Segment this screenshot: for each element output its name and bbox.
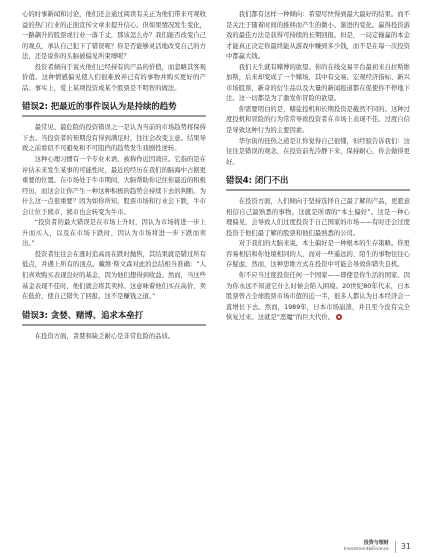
left-column bbox=[22, 10, 206, 342]
right-intro-paragraph-4: 华尔街的狂热之道是让你觉得自己很懂，但经验告诉我们：这往往是错误的观念，在投资前先冷静下来，保持耐心，你会做得更好。 bbox=[226, 137, 410, 166]
left-intro-paragraph-1: 心的时事新闻和讨论，他们还会通过阅读有关正为他们带来可观收益的热门行业的正面宣传文章来提升信心。但如果情况发生变化，一路飙升的股票或行业一落千丈，那该怎么办？我们能否改变自己的观点，承认自己犯下了错误呢？你是否能够灵活地改变自己的方法，还是说你的头脑被偏见所束缚呢？ bbox=[22, 11, 206, 61]
section-2-paragraph-3: “投资者的最大错误是在市场上升时，因认为市场将进一步上升而买入，以及在市场下跌时，因认为市场将进一步下跌而卖出。” bbox=[22, 219, 206, 248]
section-4-paragraph-3-text: 你不应当过度投资任何一个国家——即使是你生活的国家。因为你永远不知道它什么时候会陷入困境。20世纪80年代末，日本股票曾占全球股票市场市值的近一半，很多人都认为日本经济会一直增长下去。然而，1989年，日本市场崩溃，并且至今没有完全恢复过来。这就是“恶魔”的巨大代价。 bbox=[226, 272, 410, 322]
right-intro-paragraph-3: 你需要明白的是，赌徒投机和长期投资是截然不同的。这种过度投机和冒险的行为常常导致投资者在市场上表现不佳。过度自信是导致这种行为的主要因素。 bbox=[226, 105, 410, 135]
right-intro-paragraph-1: 我们都有这样一种倾向：希望尽快得到最大最好的结果。而不是关注于随着时间的推移而产生的微小、渐进的变化。赢得投资游戏的最佳方法是获得可持续的长期回报。但是，一局定输赢的本金才能真正决定你最终能从游戏中赚到多少钱，而不是在每一次投资中都赢大钱。 bbox=[226, 11, 410, 61]
magazine-brand bbox=[344, 541, 389, 552]
right-column bbox=[226, 10, 410, 324]
magazine-brand-en: Investment&Finance bbox=[343, 547, 389, 552]
left-intro-paragraph-2: 投资者倾向于说火他们已经持有的产品的价值，而忽略其客观价值。这种情感偏见使人们很难放弃已有的事物并购买更好的产品。事实上，爱上某项投资或某个股票是不明智的做法。 bbox=[22, 63, 206, 92]
section-4-paragraph-2: 对于我们的大脑来说，本土偏好是一种根本的生存策略。你更容易相信和你处境相同的人，而对一些遥远的、陌生的事物往往心存疑虑，然而，这种思维方式在投资中可能会导致你错失良机。 bbox=[226, 240, 410, 269]
section-3-paragraph-1: 在投资方面，贪婪和缺乏耐心是非常危险的品质。 bbox=[34, 332, 175, 340]
section-4-heading: 错误4: 闭门不出 bbox=[226, 174, 410, 191]
section-2-paragraph-2: 这种心理习惯有一个专业术语，被称作近因效应。它指的是在评估未来发生某事的可能性时，最近的经历在我们的脑海中占据更重要的位置。在市场处于牛市期间，大脑帮助你记住你最近的积极经历，而这会让你产生一种这种积极的趋势会持续下去的判断。为什么这一点很重要？因为如你所知，股票市场和行业会下跌，牛市会让位于熊市，熊市也会转变为牛市。 bbox=[22, 156, 206, 216]
section-2-paragraph-1: 最常见、最危险的投资错误之一是认为当前的市场趋势将保持下去。当投资者的预期没有得到满足时，往往会改变主意。结果导致之前看似不可避免和不可阻挡的趋势发生戏剧性逆转。 bbox=[22, 124, 206, 153]
page-footer bbox=[344, 541, 411, 553]
right-intro-paragraph-2: 我们天生就有赌博的欲望。你的在线交易平台最初来自拉斯维加斯，后来却变成了一个赌场，其中有交易、宏观经济指标、新兴市场股票、新奇的衍生品以及大量的新闻报道都在促使你不停地下注。这一切都是为了激发你冒险的欲望。 bbox=[226, 63, 410, 103]
section-4-paragraph-3 bbox=[226, 271, 410, 324]
article-end-mark-icon: ◆ bbox=[337, 314, 341, 320]
page-number: 31 bbox=[395, 541, 411, 553]
section-3-heading: 错误3: 贪婪、赌博、追求本垒打 bbox=[22, 309, 206, 326]
section-4-paragraph-1: 在投资方面，人们倾向于坚持选择自己最了解的产品，更愿意相信自己最熟悉的事物。这就是所谓的“本土偏好”。这是一种心理偏见，会导致人们过度投资于自己国家的市场——有时还会过度投资于他们最了解的股票和他们最熟悉的公司。 bbox=[226, 198, 410, 237]
magazine-brand-cn: 投资与理财 bbox=[363, 540, 389, 547]
section-2-heading: 错误2: 把最近的事件误认为是持续的趋势 bbox=[22, 100, 206, 117]
section-2-paragraph-4: 投资者往往会在涨时追高而在跌时抛售，其结果就是错过所有低点，并遇上所有的顶点。戴维·斯文森对此的总结相当准确：“人们喜欢购买表现良好的基金，因为他们想得到收益。然而，当这些基金表现不佳时，他们就会将其卖掉。这意味着他们买在高价、卖在低价，使自己错失了回报。这不是赚钱之道。” bbox=[22, 250, 206, 301]
